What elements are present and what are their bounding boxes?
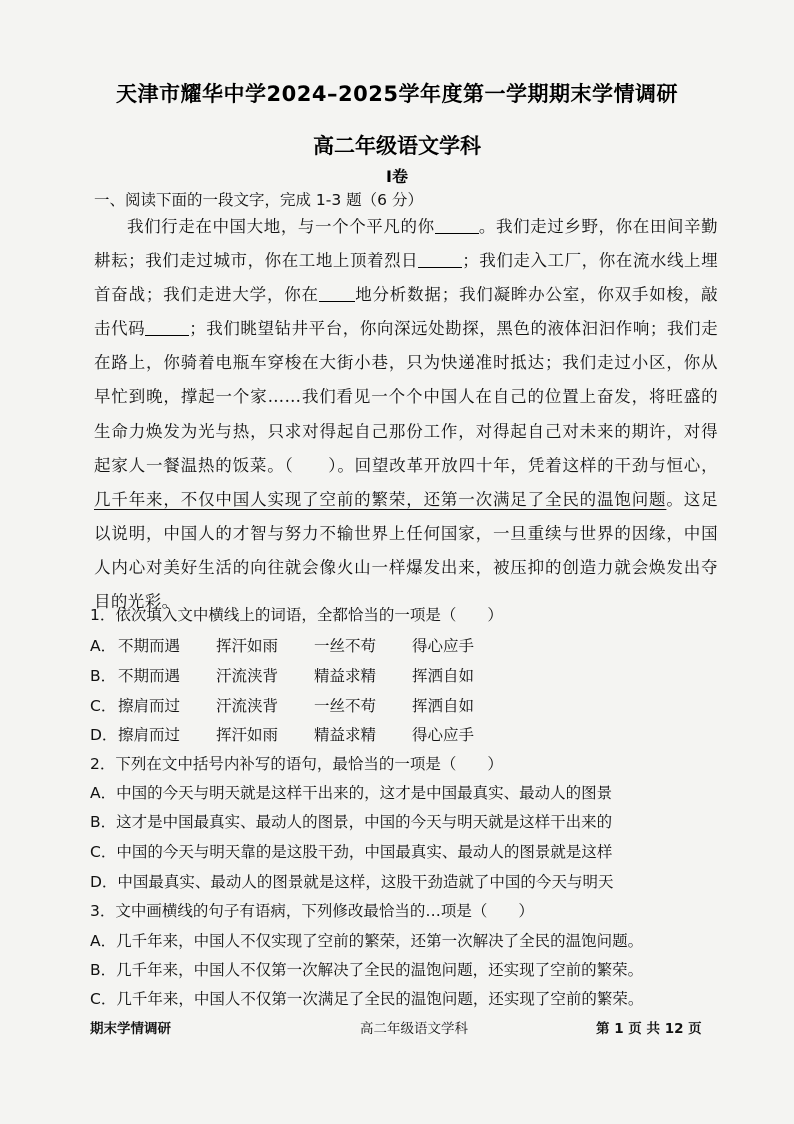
fill-blank-2 [418,251,462,269]
fill-blank-1 [435,217,479,235]
question-3-option-a: A．几千年来，中国人不仅实现了空前的繁荣，还第一次解决了全民的温饱问题。 [90,932,644,950]
passage-text: ；我们走入工厂，你在流水线上埋首奋战；我们走进大学，你在 [94,251,719,305]
fill-blank-3 [319,285,355,303]
underlined-sentence: 几千年来，不仅中国人实现了空前的繁荣，还第一次满足了全民的温饱问题 [94,489,667,509]
question-2-stem: 2．下列在文中括号内补写的语句，最恰当的一项是（ ） [90,755,503,773]
question-3-option-b: B．几千年来，中国人不仅第一次解决了全民的温饱问题，还实现了空前的繁荣。 [90,961,644,979]
question-3-stem: 3．文中画横线的句子有语病，下列修改最恰当的…项是（ ） [90,902,534,920]
question-1-option-b: B． 不期而遇 汗流浃背 精益求精 挥洒自如 [90,667,475,685]
passage-paragraph [94,210,718,619]
question-1-option-d: D．擦肩而过 挥汗如雨 精益求精 得心应手 [90,726,475,744]
part1-heading: 一、阅读下面的一段文字，完成 1-3 题（6 分） [94,191,423,209]
question-2-option-b: B．这才是中国最真实、最动人的图景，中国的今天与明天就是这样干出来的 [90,813,613,831]
reading-passage [94,210,718,619]
footer-center: 高二年级语文学科 [360,1021,468,1037]
question-1-option-c: C． 擦肩而过 汗流浃背 一丝不苟 挥洒自如 [90,697,475,715]
question-1-stem: 1．依次填入文中横线上的词语，全都恰当的一项是（ ） [90,606,503,624]
passage-text: 。这足以说明，中国人的才智与努力不输世界上任何国家，一旦重续与世界的因缘，中国人内心对美好生活的向往就会像火山一样爆发出来，被压抑的创造力就会焕发出夺目的光彩。 [94,489,718,612]
question-1-option-a: A． 不期而遇 挥汗如雨 一丝不苟 得心应手 [90,637,475,655]
question-2-option-d: D．中国最真实、最动人的图景就是这样，这股干劲造就了中国的今天与明天 [90,873,614,891]
exam-subtitle: 高二年级语文学科 [313,134,481,158]
question-3-option-c: C．几千年来，中国人不仅第一次满足了全民的温饱问题，还实现了空前的繁荣。 [90,990,644,1008]
page-number: 第 1 页 共 12 页 [596,1021,702,1037]
question-2-option-a: A．中国的今天与明天就是这样干出来的，这才是中国最真实、最动人的图景 [90,784,613,802]
footer-left: 期末学情调研 [90,1021,171,1037]
passage-text: 。我们走过乡野，你在田间辛勤耕耘；我们走过城市，你在工地上顶着烈日 [94,217,718,271]
passage-text: ；我们眺望钻井平台，你向深远处勘探，黑色的液体汩汩作响；我们走在路上，你骑着电瓶车穿梭在大街小巷，只为快递准时抵达；我们走过小区，你从早忙到晚，撑起一个家……我们看见一个个中国人在自己的位置上奋发，将旺盛的生命力焕发为光与热，只求对得起自己那份工作，对得起自己对未来的期许，对得起家人一餐温热的饭菜。（ ）。回望改革开放四十年，凭着这样的干劲与恒心， [94,319,719,475]
passage-text: 我们行走在中国大地，与一个个平凡的你 [127,217,435,236]
exam-title: 天津市耀华中学2024–2025学年度第一学期期末学情调研 [116,82,678,106]
fill-blank-4 [145,319,189,337]
passage-text: 地分析数据；我们凝眸办公室，你双手如梭，敲击代码 [94,285,718,339]
section-label: Ⅰ卷 [386,167,408,186]
question-2-option-c: C．中国的今天与明天靠的是这股干劲，中国最真实、最动人的图景就是这样 [90,843,613,861]
